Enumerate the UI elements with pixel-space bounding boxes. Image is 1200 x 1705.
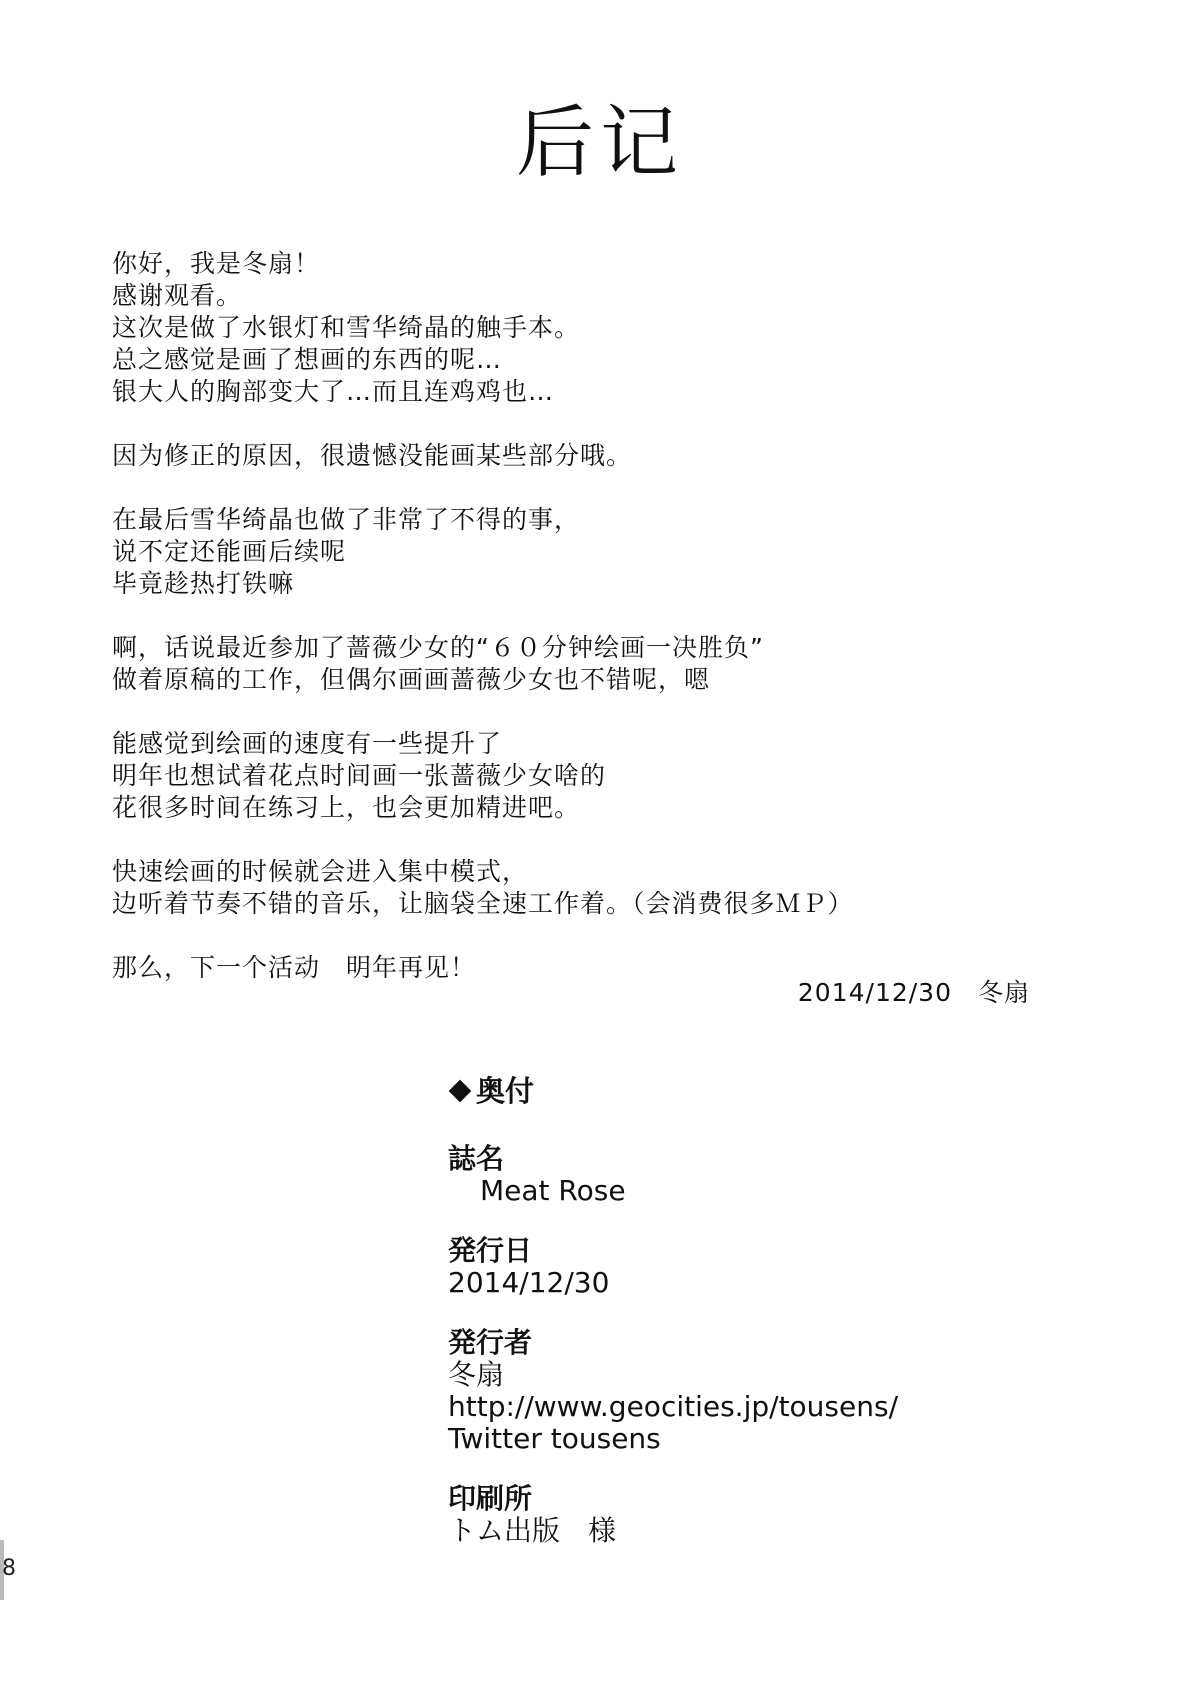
text-line: 因为修正的原因，很遗憾没能画某些部分哦。 [112,441,633,470]
text-line: 啊，话说最近参加了蔷薇少女的“６０分钟绘画一决胜负” [112,633,764,662]
text-line: 这次是做了水银灯和雪华绮晶的触手本。 [112,313,581,342]
text-line: 边听着节奏不错的音乐，让脑袋全速工作着。（会消费很多ＭＰ） [112,889,854,918]
publisher-twitter: Twitter tousens [448,1422,661,1455]
text-line: 银大人的胸部变大了…而且连鸡鸡也… [112,377,555,406]
signature-date: 2014/12/30 冬扇 [797,978,1030,1007]
afterword-body [112,248,1092,1016]
publisher-url: http://www.geocities.jp/tousens/ [448,1390,899,1423]
entry-value: トム出版 様 [448,1514,617,1547]
entry-value: 2014/12/30 [448,1266,610,1299]
diamond-icon [449,1080,472,1103]
text-line: 毕竟趁热打铁嘛 [112,569,295,598]
paragraph-6 [112,856,1092,920]
page-number: 8 [2,1556,16,1581]
text-line: 总之感觉是画了想画的东西的呢… [112,345,503,374]
colophon-entry-publisher [448,1327,1008,1455]
colophon-entry-printer [448,1483,1008,1547]
text-line: 感谢观看。 [112,281,243,310]
paragraph-2 [112,440,1092,472]
colophon-heading [448,1075,1008,1107]
text-line: 能感觉到绘画的速度有一些提升了 [112,729,503,758]
colophon [448,1075,1008,1575]
text-line: 你好，我是冬扇！ [112,249,321,278]
page-title: 后记 [515,98,684,188]
entry-value: 冬扇 [448,1358,505,1391]
colophon-entry-date [448,1235,1008,1299]
paragraph-3 [112,504,1092,600]
entry-value: Meat Rose [480,1174,626,1207]
text-line: 花很多时间在练习上，也会更加精进吧。 [112,793,581,822]
entry-label: 誌名 [448,1142,505,1175]
entry-label: 発行者 [448,1326,533,1359]
text-line: 做着原稿的工作，但偶尔画画蔷薇少女也不错呢，嗯 [112,665,711,694]
text-line: 快速绘画的时候就会进入集中模式， [112,857,529,886]
colophon-entry-title [448,1143,1008,1207]
text-line: 说不定还能画后续呢 [112,537,347,566]
colophon-heading-label: 奥付 [476,1074,535,1108]
entry-label: 印刷所 [448,1482,533,1515]
text-line: 明年也想试着花点时间画一张蔷薇少女啥的 [112,761,607,790]
paragraph-4 [112,632,1092,696]
text-line: 在最后雪华绮晶也做了非常了不得的事， [112,505,581,534]
paragraph-5 [112,728,1092,824]
paragraph-1 [112,248,1092,408]
text-line: 那么，下一个活动 明年再见！ [112,953,477,982]
entry-label: 発行日 [448,1234,533,1267]
